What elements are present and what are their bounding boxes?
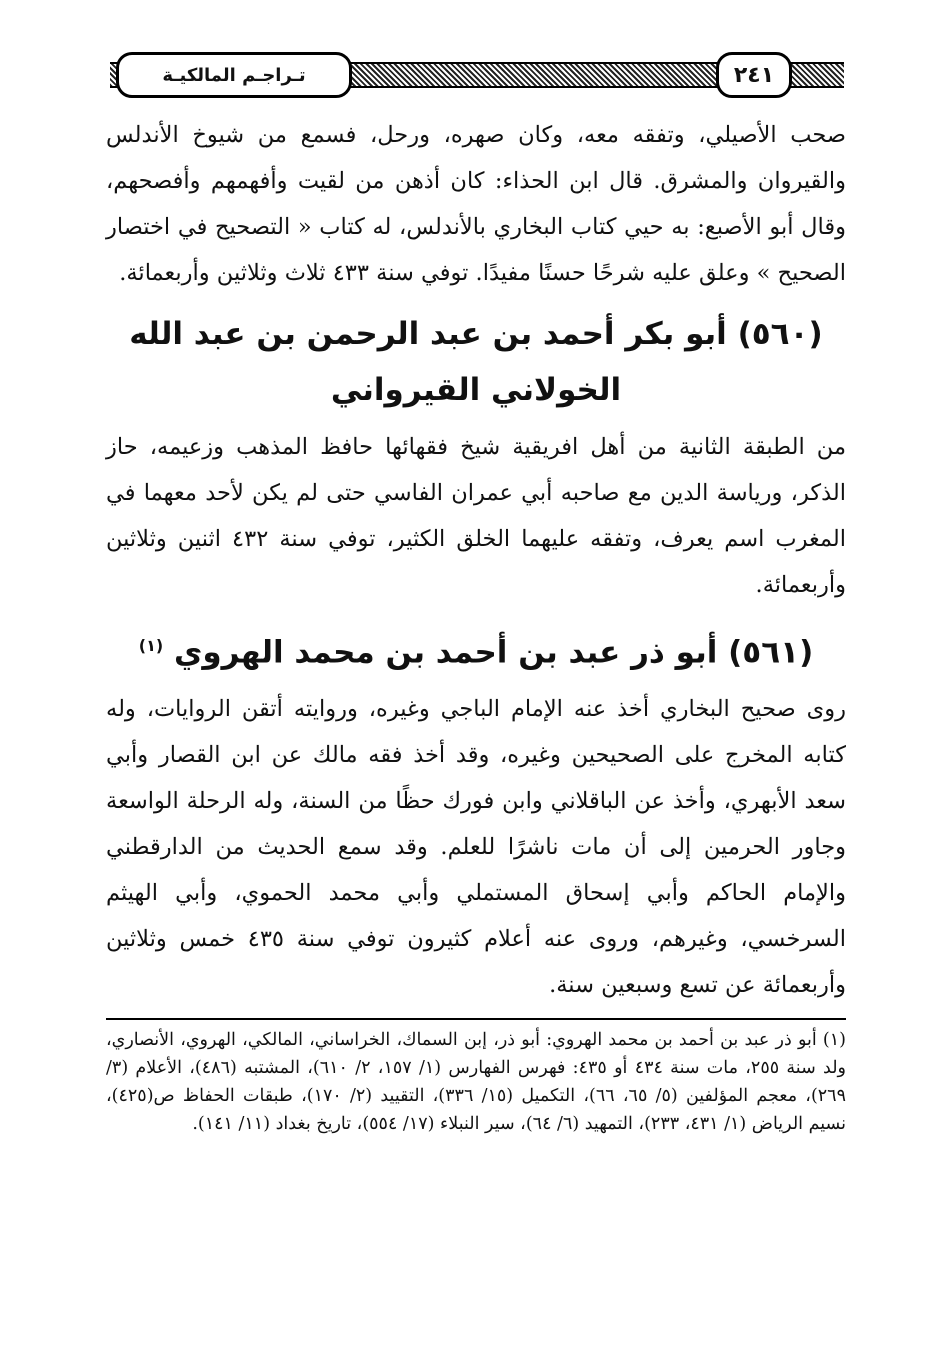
paragraph-entry-561: روى صحيح البخاري أخذ عنه الإمام الباجي وغيره، وروايته أتقن الروايات، وله كتابه المخرج على الصحيحين وغيره، وقد أخذ فقه مالك عن ابن القصار وأبي سعد الأبهري، وأخذ عن الباقلاني وابن فورك حظًا من السنة، وله الرحلة الواسعة وجاور الحرمين إلى أن مات ناشرًا للعلم. وقد سمع الحديث من الدارقطني والإمام الحاكم وأبي إسحاق المستملي وأبي محمد الحموي، وأبي الهيثم السرخسي، وغيرهم، وروى عنه أعلام كثيرون توفي سنة ٤٣٥ خمس وثلاثين وأربعمائة عن تسع وسبعين سنة. <box>106 696 846 999</box>
footnote: (١) أبو ذر عبد بن أحمد بن محمد الهروي: أبو ذر، إبن السماك، الخراساني، المالكي، الهروي، الأنصاري، ولد سنة ٢٥٥، مات سنة ٤٣٤ أو ٤٣٥: فهرس الفهارس (١/ ١٥٧، ٢/ ٦١٠)، المشتبه (٤٨٦)، الأعلام (٣/ ٢٦٩)، معجم المؤلفين (٥/ ٦٥، ٦٦)، التكميل (١٥/ ٣٣٦)، التقييد (٢/ ١٧٠)، طبقات الحفاظ ص(٤٢٥)، نسيم الرياض (١/ ٤٣١، ٢٣٣)، التمهيد (٦/ ٦٤)، سير النبلاء (١٧/ ٥٥٤)، تاريخ بغداد (١١/ ١٤١). <box>106 1030 846 1135</box>
footnote-divider <box>106 1018 846 1020</box>
page-content <box>106 112 846 1138</box>
paragraph-continuation: صحب الأصيلي، وتفقه معه، وكان صهره، ورحل، فسمع من شيوخ الأندلس والقيروان والمشرق. قال ابن الحذاء: كان أذهن من لقيت وأفهمهم وأفصحهم، وقال أبو الأصبع: به حيي كتاب البخاري بالأندلس، له كتاب « التصحيح في اختصار الصحيح » وعلق عليه شرحًا حسنًا مفيدًا. توفي سنة ٤٣٣ ثلاث وثلاثين وأربعمائة. <box>106 122 846 286</box>
entry-heading-560: (٥٦٠) أبو بكر أحمد بن عبد الرحمن بن عبد الله الخولاني القيرواني <box>129 316 823 408</box>
entry-heading-561-text: (٥٦١) أبو ذر عبد بن أحمد بن محمد الهروي <box>173 634 814 671</box>
page-number: ٢٤١ <box>716 52 792 98</box>
running-header <box>110 52 844 98</box>
footnote-marker: (١) <box>138 636 164 655</box>
entry-heading-561 <box>106 618 846 680</box>
running-title: تـراجـم المالكيـة <box>116 52 352 98</box>
paragraph-entry-560: من الطبقة الثانية من أهل افريقية شيخ فقهائها حافظ المذهب وزعيمه، حاز الذكر، ورياسة الدين مع صاحبه أبي عمران الفاسي حتى لم يكن لأحد معهما في المغرب اسم يعرف، وتفقه عليهما الخلق الكثير، توفي سنة ٤٣٢ اثنين وثلاثين وأربعمائة. <box>106 434 846 598</box>
